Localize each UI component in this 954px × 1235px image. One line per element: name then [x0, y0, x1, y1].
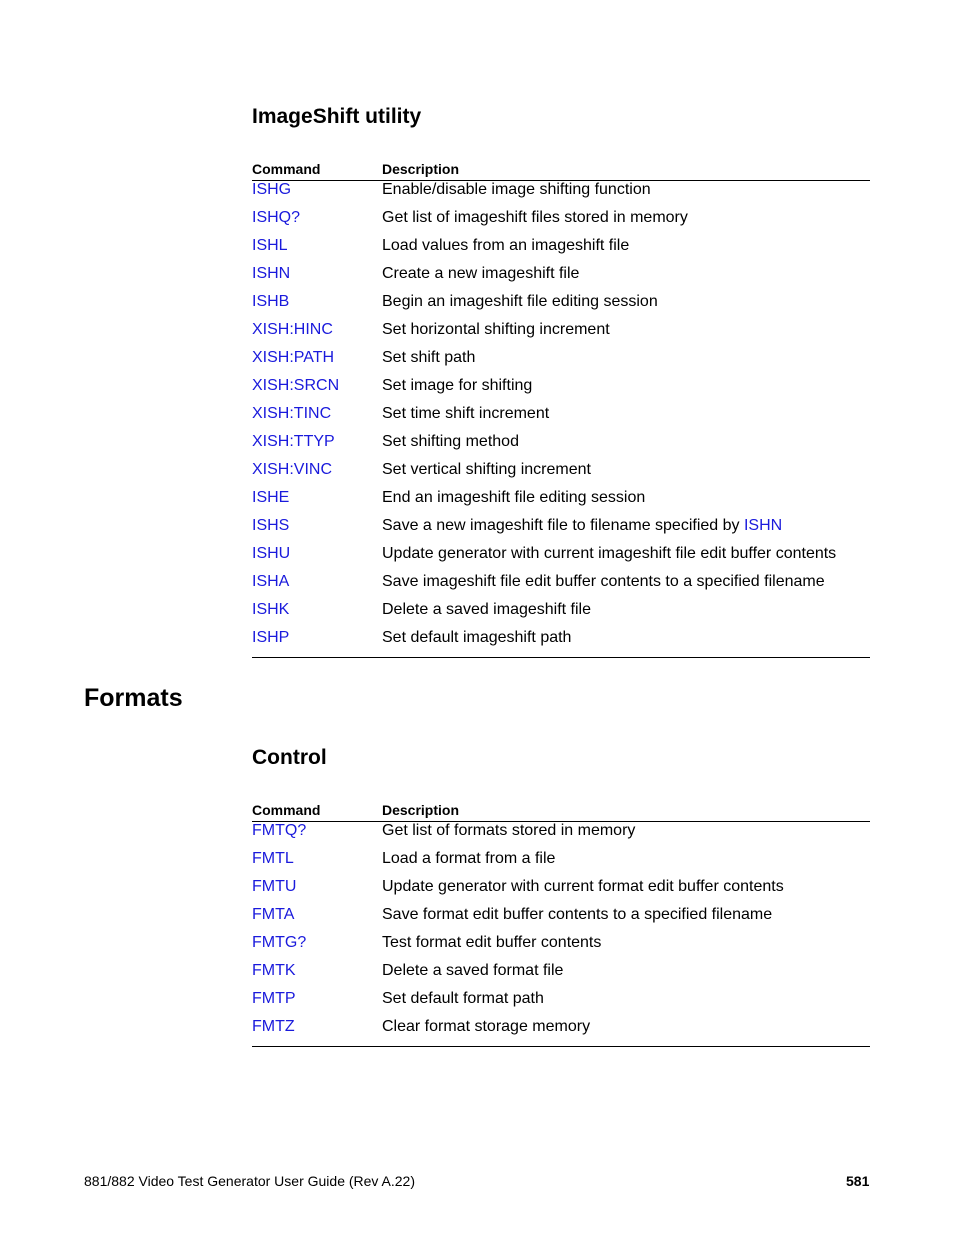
description-text: Clear format storage memory [382, 1018, 591, 1035]
command-description [382, 265, 579, 283]
command-link[interactable]: ISHN [252, 265, 291, 282]
description-text: Set horizontal shifting increment [382, 321, 610, 338]
command-link[interactable]: FMTG? [252, 934, 307, 951]
command-link[interactable]: ISHL [252, 237, 288, 254]
control-table [252, 795, 870, 1047]
control-heading: Control [252, 746, 327, 769]
table-row [252, 878, 870, 906]
command-description [382, 237, 629, 255]
description-text: Delete a saved format file [382, 962, 564, 979]
table-row [252, 934, 870, 962]
table-row [252, 962, 870, 990]
description-text: Get list of imageshift files stored in memory [382, 209, 688, 226]
command-link[interactable]: FMTQ? [252, 822, 307, 839]
command-description [382, 405, 549, 423]
table-row [252, 822, 870, 850]
command-link[interactable]: XISH:SRCN [252, 377, 340, 394]
command-description [382, 822, 635, 840]
imageshift-table-body [252, 181, 870, 658]
table-row [252, 321, 870, 349]
command-link[interactable]: ISHP [252, 629, 290, 646]
description-text: Update generator with current format edit buffer contents [382, 878, 784, 895]
description-text: Set default format path [382, 990, 544, 1007]
command-link[interactable]: ISHS [252, 517, 290, 534]
command-description [382, 209, 688, 227]
description-text: Get list of formats stored in memory [382, 822, 636, 839]
description-link[interactable]: ISHN [743, 517, 783, 534]
command-link[interactable]: ISHU [252, 545, 291, 562]
description-text: Save imageshift file edit buffer contents to a specified filename [382, 573, 825, 590]
command-link[interactable]: ISHA [252, 573, 290, 590]
imageshift-table [252, 154, 870, 658]
command-description [382, 934, 601, 952]
description-text: Set image for shifting [382, 377, 533, 394]
command-description [382, 545, 836, 563]
description-text: Save format edit buffer contents to a specified filename [382, 906, 773, 923]
table-row [252, 461, 870, 489]
table-row [252, 517, 870, 545]
command-description [382, 433, 519, 451]
description-text: Test format edit buffer contents [382, 934, 602, 951]
command-description [382, 321, 610, 339]
description-text: Enable/disable image shifting function [382, 181, 651, 198]
command-description [382, 181, 651, 199]
command-link[interactable]: XISH:VINC [252, 461, 333, 478]
description-text: Set vertical shifting increment [382, 461, 591, 478]
table-row [252, 181, 870, 209]
description-text: Load values from an imageshift file [382, 237, 630, 254]
column-header-command: Command [252, 161, 321, 177]
command-description [382, 293, 658, 311]
footer-doc-title: 881/882 Video Test Generator User Guide (Rev A.22) [84, 1173, 416, 1189]
command-description [382, 878, 784, 896]
table-row [252, 850, 870, 878]
imageshift-table-header [252, 154, 870, 181]
table-row [252, 405, 870, 433]
footer-page-number: 581 [846, 1173, 870, 1189]
description-text: End an imageshift file editing session [382, 489, 646, 506]
table-row [252, 377, 870, 405]
table-row [252, 433, 870, 461]
command-link[interactable]: XISH:TINC [252, 405, 332, 422]
column-header-description: Description [382, 802, 460, 818]
command-link[interactable]: ISHB [252, 293, 290, 310]
command-description [382, 517, 782, 535]
command-description [382, 377, 532, 395]
description-text: Set time shift increment [382, 405, 550, 422]
command-link[interactable]: FMTU [252, 878, 297, 895]
description-text: Save a new imageshift file to filename specified by [382, 517, 744, 534]
table-row [252, 545, 870, 573]
table-row [252, 209, 870, 237]
command-link[interactable]: FMTA [252, 906, 295, 923]
command-link[interactable]: ISHE [252, 489, 290, 506]
command-description [382, 461, 591, 479]
command-link[interactable]: FMTL [252, 850, 294, 867]
command-description [382, 850, 555, 868]
description-text: Set default imageshift path [382, 629, 572, 646]
description-text: Set shifting method [382, 433, 519, 450]
command-description [382, 601, 591, 619]
command-link[interactable]: ISHQ? [252, 209, 301, 226]
description-text: Set shift path [382, 349, 476, 366]
table-row [252, 293, 870, 321]
description-text: Load a format from a file [382, 850, 556, 867]
command-description [382, 489, 645, 507]
command-link[interactable]: ISHK [252, 601, 290, 618]
command-description [382, 629, 571, 647]
command-description [382, 906, 772, 924]
command-description [382, 573, 825, 591]
table-row [252, 906, 870, 934]
column-header-command: Command [252, 802, 321, 818]
table-row [252, 990, 870, 1018]
description-text: Begin an imageshift file editing session [382, 293, 658, 310]
table-row [252, 601, 870, 629]
command-link[interactable]: XISH:PATH [252, 349, 335, 366]
command-description [382, 962, 563, 980]
table-row [252, 629, 870, 657]
command-link[interactable]: FMTZ [252, 1018, 295, 1035]
description-text: Update generator with current imageshift file edit buffer contents [382, 545, 837, 562]
description-text: Delete a saved imageshift file [382, 601, 591, 618]
control-table-body [252, 822, 870, 1047]
command-description [382, 349, 475, 367]
table-row [252, 265, 870, 293]
imageshift-heading: ImageShift utility [252, 105, 422, 128]
command-link[interactable]: XISH:TTYP [252, 433, 335, 450]
table-row [252, 1018, 870, 1046]
control-table-header [252, 795, 870, 822]
table-row [252, 573, 870, 601]
table-row [252, 489, 870, 517]
table-row [252, 349, 870, 377]
command-link[interactable]: ISHG [252, 181, 292, 198]
command-link[interactable]: FMTP [252, 990, 296, 1007]
command-link[interactable]: FMTK [252, 962, 296, 979]
command-description [382, 1018, 590, 1036]
formats-heading: Formats [84, 684, 183, 712]
column-header-description: Description [382, 161, 460, 177]
command-link[interactable]: XISH:HINC [252, 321, 333, 338]
table-row [252, 237, 870, 265]
description-text: Create a new imageshift file [382, 265, 580, 282]
command-description [382, 990, 544, 1008]
